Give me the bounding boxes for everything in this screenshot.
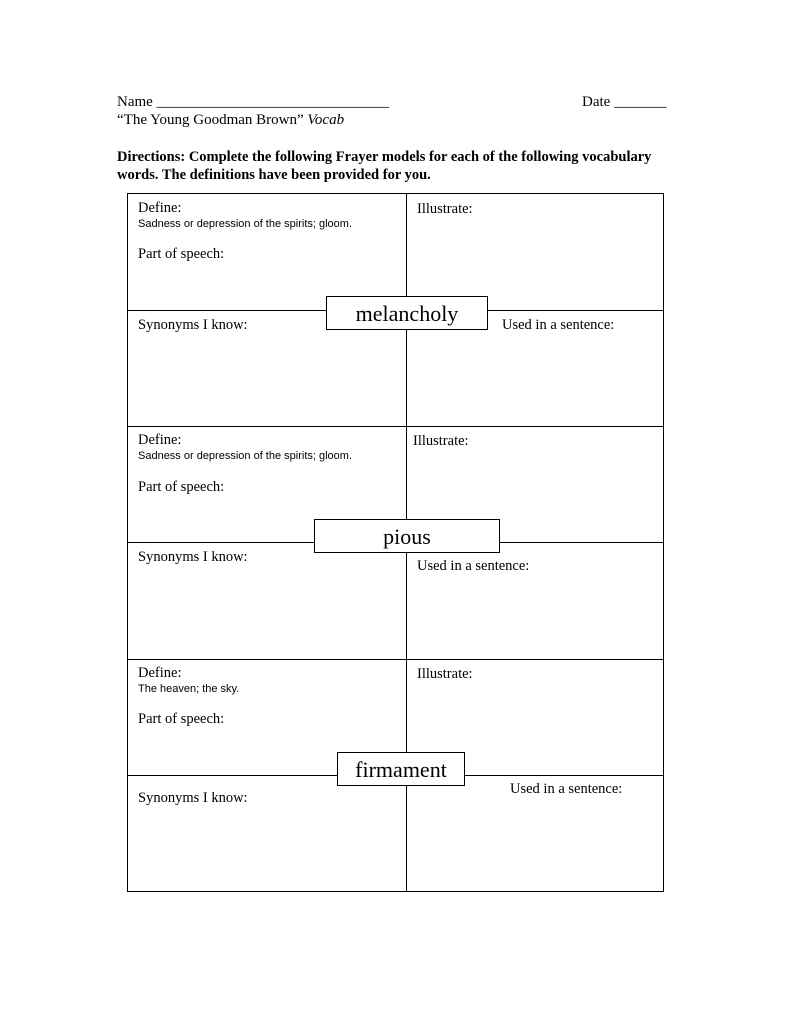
model-divider-1 bbox=[127, 426, 664, 427]
date-field-label: Date _______ bbox=[582, 94, 667, 110]
define-label: Define: bbox=[138, 200, 182, 216]
model-divider-2 bbox=[127, 659, 664, 660]
synonyms-label: Synonyms I know: bbox=[138, 790, 248, 806]
illustrate-label: Illustrate: bbox=[417, 201, 473, 217]
part-of-speech-label: Part of speech: bbox=[138, 479, 225, 495]
define-label: Define: bbox=[138, 665, 182, 681]
vocab-word-box: melancholy bbox=[326, 296, 488, 330]
worksheet-title bbox=[117, 111, 344, 129]
grid-top-border bbox=[127, 193, 664, 194]
definition-text: Sadness or depression of the spirits; gloom. bbox=[138, 450, 353, 462]
define-label: Define: bbox=[138, 432, 182, 448]
vocab-word-box: firmament bbox=[337, 752, 465, 786]
vocab-word-box: pious bbox=[314, 519, 500, 553]
worksheet-title-italic: Vocab bbox=[307, 112, 345, 128]
part-of-speech-label: Part of speech: bbox=[138, 246, 225, 262]
illustrate-label: Illustrate: bbox=[417, 666, 473, 682]
part-of-speech-label: Part of speech: bbox=[138, 711, 225, 727]
name-field-label: Name _______________________________ bbox=[117, 94, 390, 110]
used-in-sentence-label: Used in a sentence: bbox=[510, 781, 623, 797]
used-in-sentence-label: Used in a sentence: bbox=[417, 558, 530, 574]
worksheet-title-quoted: “The Young Goodman Brown” bbox=[117, 112, 304, 128]
synonyms-label: Synonyms I know: bbox=[138, 549, 248, 565]
illustrate-label: Illustrate: bbox=[413, 433, 469, 449]
synonyms-label: Synonyms I know: bbox=[138, 317, 248, 333]
grid-bottom-border bbox=[127, 891, 664, 892]
directions-text: Directions: Complete the following Frayer models for each of the following vocabulary words. The definitions have been provided for you. bbox=[117, 149, 652, 183]
used-in-sentence-label: Used in a sentence: bbox=[502, 317, 615, 333]
definition-text: The heaven; the sky. bbox=[138, 683, 240, 695]
definition-text: Sadness or depression of the spirits; gloom. bbox=[138, 218, 353, 230]
